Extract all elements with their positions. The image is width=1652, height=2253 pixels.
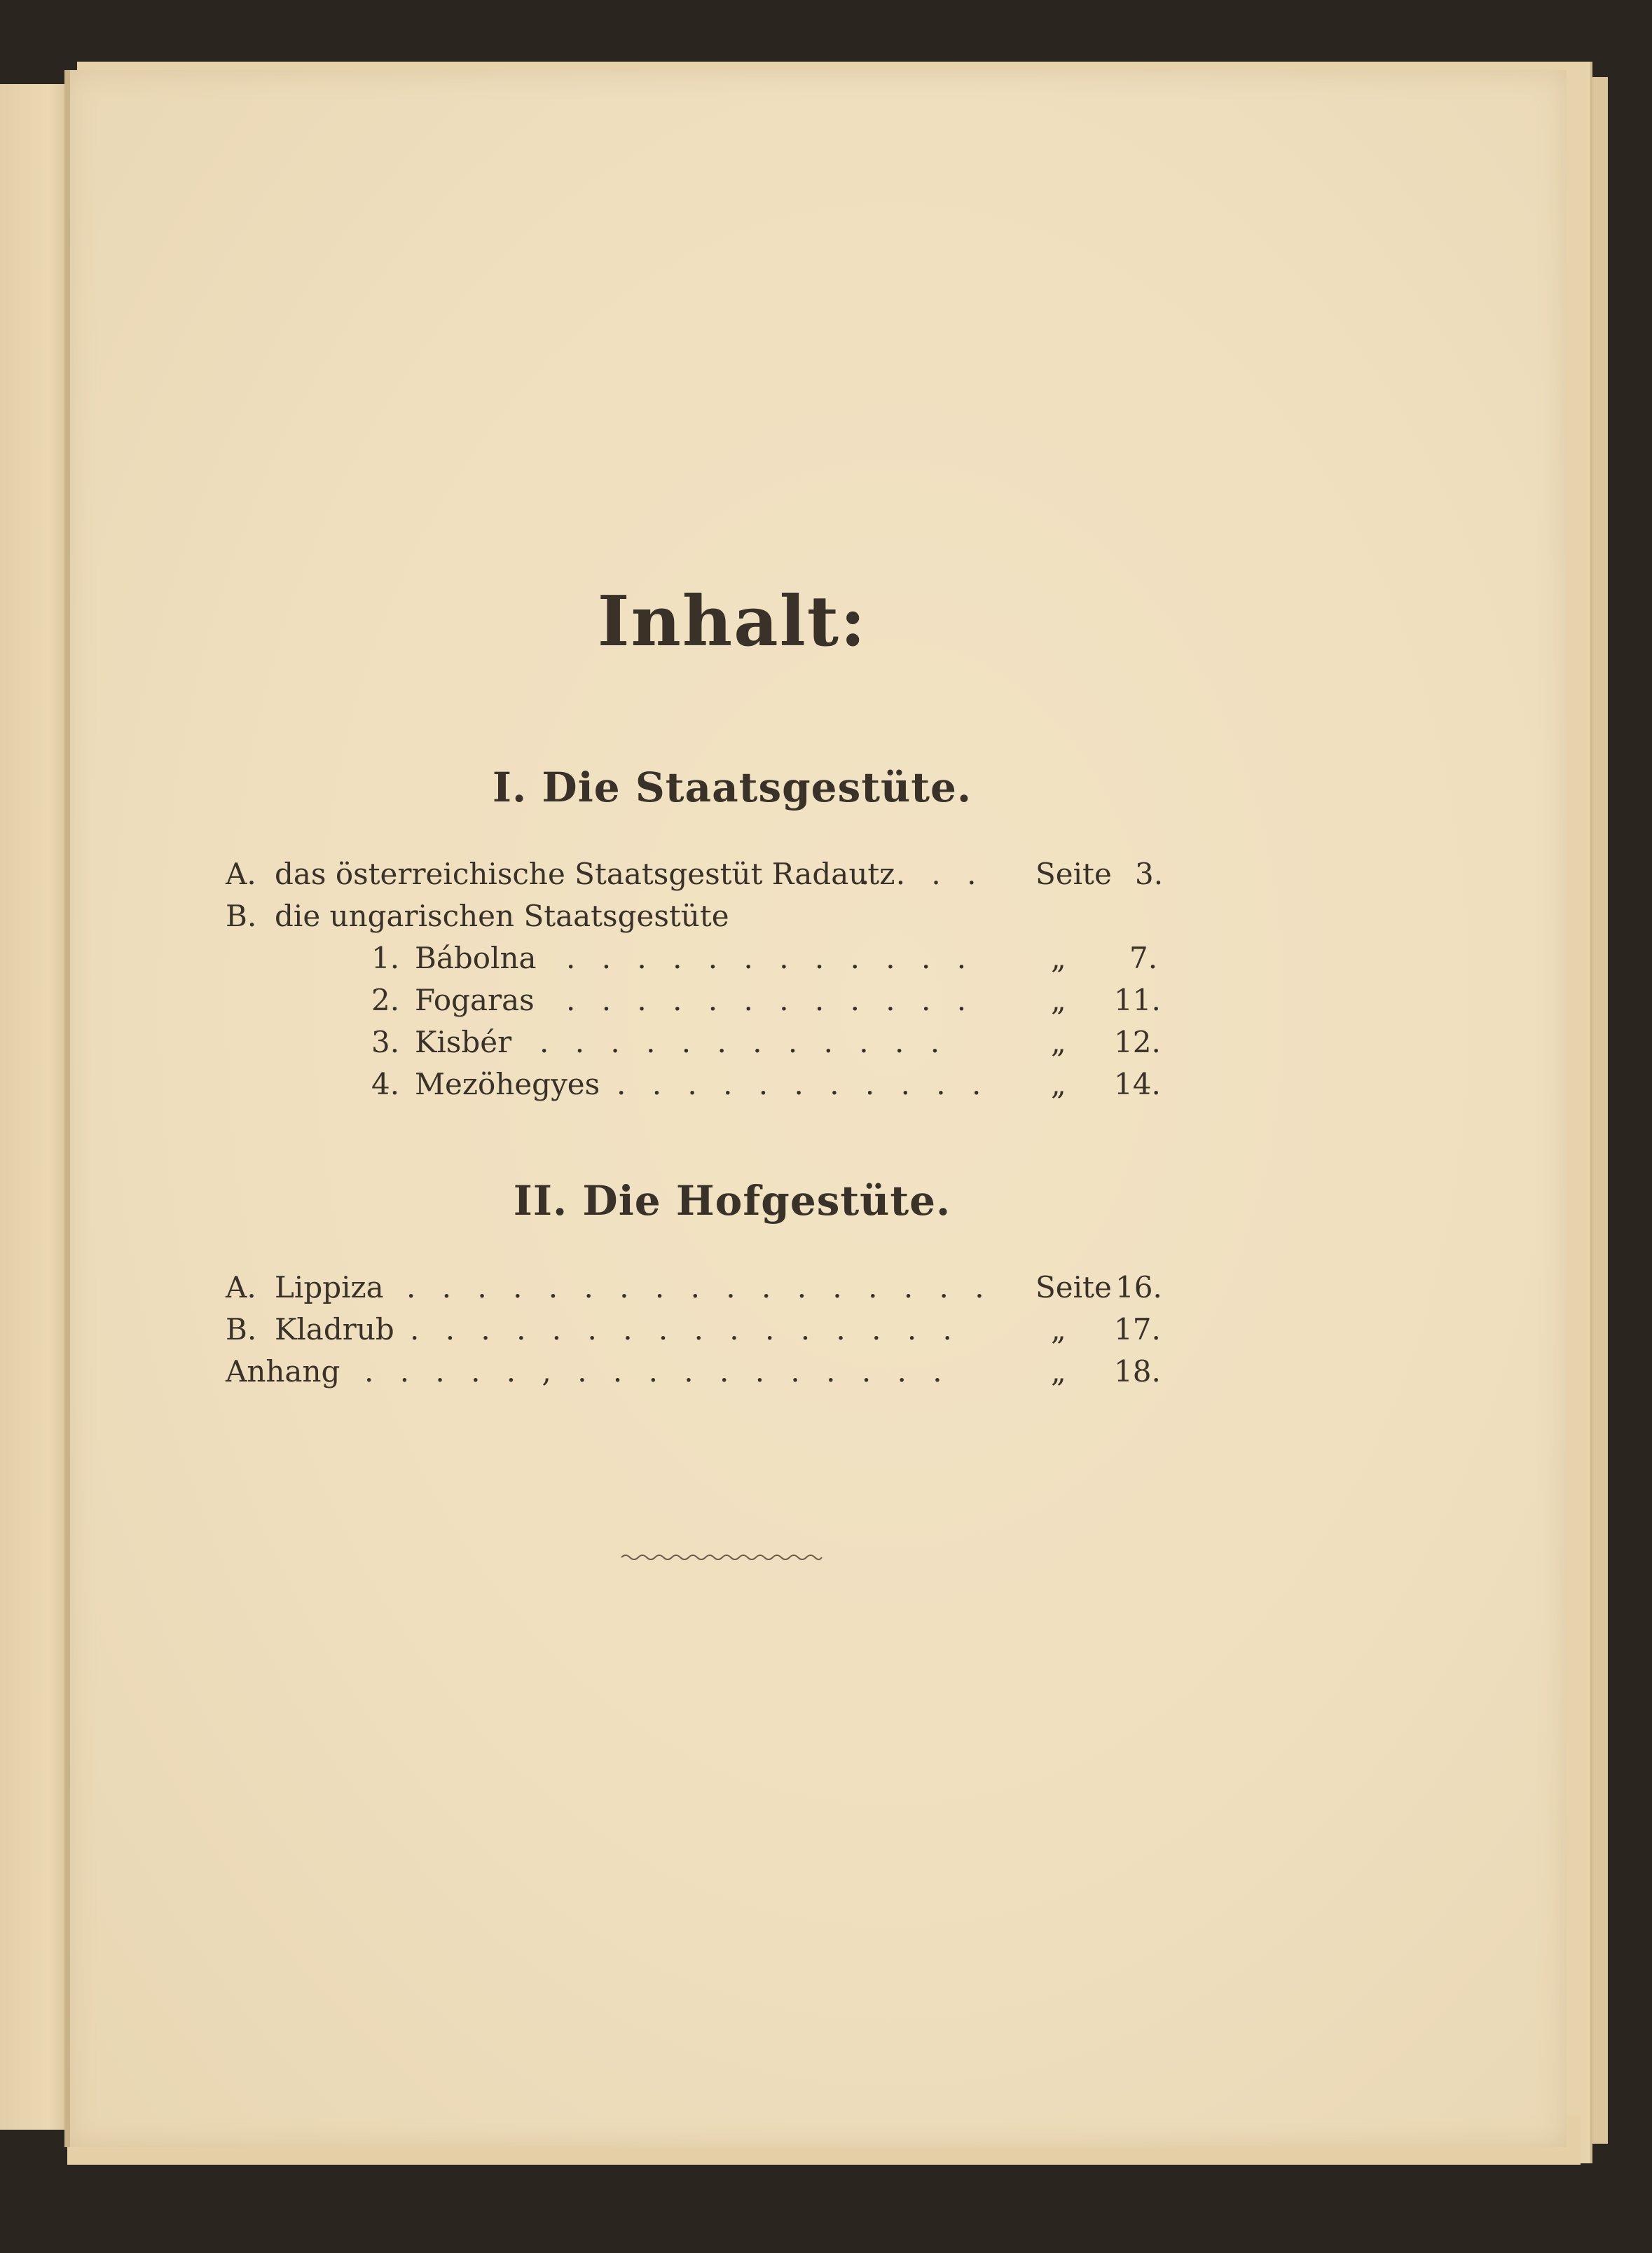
- toc-entry: [0, 1021, 1652, 1063]
- page-number: 3.: [1135, 857, 1164, 891]
- ditto-mark: „: [1051, 1354, 1066, 1389]
- section-heading: I. Die Staatsgestüte.: [492, 764, 972, 811]
- ditto-mark: „: [1051, 983, 1066, 1017]
- toc-entry: [0, 1267, 1652, 1309]
- page-number: 11.: [1114, 983, 1161, 1017]
- entry-label: Anhang: [226, 1354, 340, 1389]
- entry-label: Bábolna: [415, 941, 537, 975]
- page-number: 18.: [1114, 1354, 1161, 1389]
- entry-marker: 3.: [371, 1025, 400, 1059]
- page-number: 16.: [1115, 1270, 1162, 1304]
- toc-entry: [0, 1309, 1652, 1351]
- entry-label: Lippiza: [275, 1270, 384, 1304]
- leader-dots: . . . . . . . . . . . . . . . . .: [406, 1270, 993, 1304]
- leader-dots: . . . . . , . . . . . . . . . . .: [364, 1354, 951, 1389]
- ditto-mark: „: [1051, 1312, 1066, 1346]
- section-heading: II. Die Hofgestüte.: [513, 1177, 951, 1225]
- toc-entry: [0, 937, 1652, 979]
- entry-marker: B.: [226, 899, 257, 933]
- seite-label: Seite: [1035, 1270, 1112, 1304]
- leader-dots: . . . . . . . . . . . .: [566, 941, 975, 975]
- entry-marker: 4.: [371, 1067, 400, 1101]
- entry-label: das österreichische Staatsgestüt Radautz: [275, 857, 895, 891]
- entry-marker: B.: [226, 1312, 257, 1346]
- entry-label: Kladrub: [275, 1312, 394, 1346]
- leader-dots: . . . . . . . . . . . .: [539, 1025, 949, 1059]
- leader-dots: . . . . . . . . . . . .: [566, 983, 975, 1017]
- toc-entry: [0, 895, 1652, 937]
- entry-marker: 1.: [371, 941, 400, 975]
- page-number: 17.: [1114, 1312, 1161, 1346]
- ditto-mark: „: [1051, 941, 1066, 975]
- ditto-mark: „: [1051, 1025, 1066, 1059]
- leader-dots: . . . . . . . . . . .: [617, 1067, 990, 1101]
- toc-entry: [0, 1351, 1652, 1393]
- page-number: 14.: [1114, 1067, 1161, 1101]
- entry-label: Mezöhegyes: [415, 1067, 600, 1101]
- entry-marker: 2.: [371, 983, 400, 1017]
- entry-label: Kisbér: [415, 1025, 512, 1059]
- leader-dots: . . . .: [860, 857, 985, 891]
- toc-entry: [0, 979, 1652, 1021]
- seite-label: Seite: [1035, 857, 1112, 891]
- leader-dots: . . . . . . . . . . . . . . . .: [410, 1312, 961, 1346]
- page-title: Inhalt:: [597, 581, 867, 662]
- wavy-rule-ornament: [620, 1552, 823, 1563]
- page-number: 7.: [1129, 941, 1158, 975]
- entry-label: die ungarischen Staatsgestüte: [275, 899, 729, 933]
- entry-marker: A.: [226, 857, 256, 891]
- entry-label: Fogaras: [415, 983, 535, 1017]
- ditto-mark: „: [1051, 1067, 1066, 1101]
- entry-marker: A.: [226, 1270, 256, 1304]
- toc-entry: [0, 1063, 1652, 1105]
- toc-entry: [0, 853, 1652, 895]
- page-number: 12.: [1114, 1025, 1161, 1059]
